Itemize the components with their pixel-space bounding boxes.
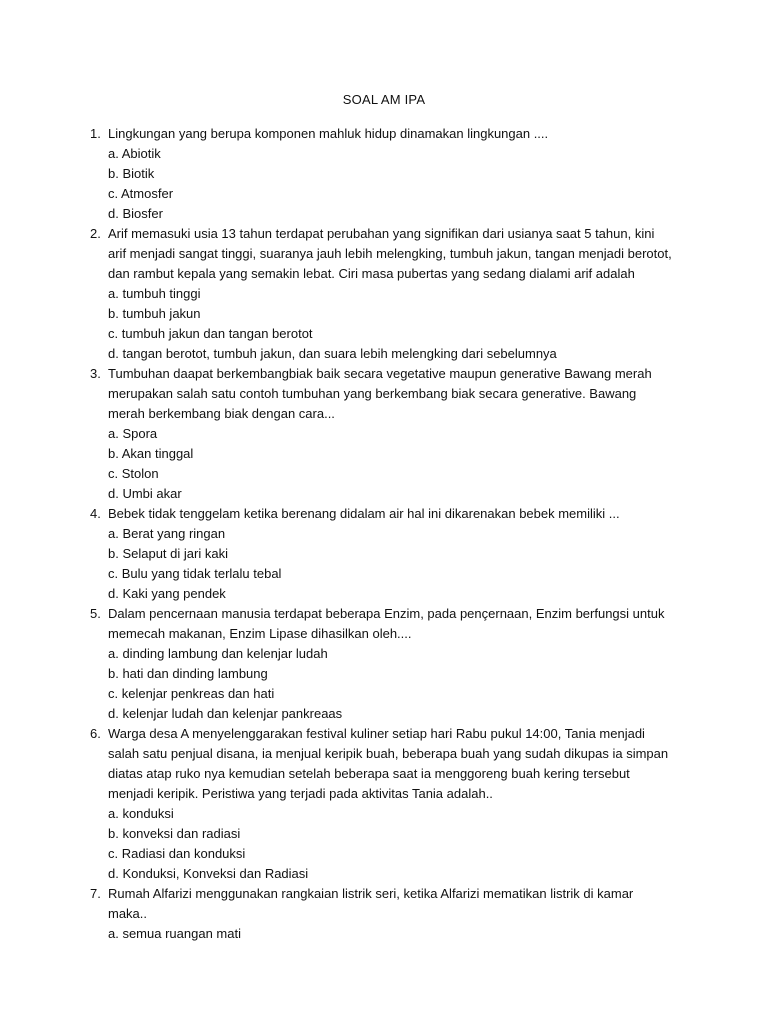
question-text: Bebek tidak tenggelam ketika berenang didalam air hal ini dikarenakan bebek memiliki ... [108,506,620,521]
option-b: b. Akan tinggal [108,446,194,461]
option-b: b. tumbuh jakun [108,306,201,321]
question-text: Arif memasuki usia 13 tahun terdapat perubahan yang signifikan dari usianya saat 5 tahun, kini arif menjadi sangat tinggi, suaranya jauh lebih melengking, tumbuh jakun, tangan menjadi berotot, dan rambut kepala yang semakin lebat. Ciri masa pubertas yang sedang dialami arif adalah [108,226,672,281]
question-2 [0,224,768,364]
option-a: a. Abiotik [108,146,161,161]
option-a: a. Spora [108,426,158,441]
option-c: c. tumbuh jakun dan tangan berotot [108,326,313,341]
option-b: b. Selaput di jari kaki [108,546,228,561]
question-5 [0,604,768,724]
option-c: c. kelenjar penkreas dan hati [108,686,275,701]
question-1 [0,124,768,224]
question-number: 4. [90,506,101,521]
question-3 [0,364,768,504]
option-a: a. Berat yang ringan [108,526,226,541]
question-4 [0,504,768,604]
question-number: 2. [90,226,101,241]
question-number: 3. [90,366,101,381]
option-a: a. konduksi [108,806,174,821]
option-c: c. Bulu yang tidak terlalu tebal [108,566,282,581]
question-number: 1. [90,126,101,141]
option-c: c. Atmosfer [108,186,174,201]
option-d: d. kelenjar ludah dan kelenjar pankreaas [108,706,343,721]
question-text: Lingkungan yang berupa komponen mahluk hidup dinamakan lingkungan .... [108,126,549,141]
question-number: 6. [90,726,101,741]
option-b: b. Biotik [108,166,155,181]
option-c: c. Stolon [108,466,159,481]
question-text: Rumah Alfarizi menggunakan rangkaian listrik seri, ketika Alfarizi mematikan listrik di kamar maka.. [108,886,634,921]
question-number: 7. [90,886,101,901]
question-text: Tumbuhan daapat berkembangbiak baik secara vegetative maupun generative Bawang merah merupakan salah satu contoh tumbuhan yang berkembang biak secara generative. Bawang merah berkembang biak dengan cara... [108,366,652,421]
question-list [0,124,768,944]
question-text: Warga desa A menyelenggarakan festival kuliner setiap hari Rabu pukul 14:00, Tania menjadi salah satu penjual disana, ia menjual keripik buah, beberapa buah yang sudah dikupas ia simpan diatas atap ruko nya kemudian setelah beberapa saat ia menggoreng buah kering tersebut menjadi keripik. Peristiwa yang terjadi pada aktivitas Tania adalah.. [108,726,669,801]
option-d: d. tangan berotot, tumbuh jakun, dan suara lebih melengking dari sebelumnya [108,346,557,361]
option-b: b. konveksi dan radiasi [108,826,241,841]
option-c: c. Radiasi dan konduksi [108,846,246,861]
option-b: b. hati dan dinding lambung [108,666,268,681]
option-a: a. semua ruangan mati [108,926,241,941]
question-number: 5. [90,606,101,621]
option-d: d. Konduksi, Konveksi dan Radiasi [108,866,309,881]
option-d: d. Biosfer [108,206,163,221]
question-6 [0,724,768,884]
question-7 [0,884,768,944]
option-a: a. tumbuh tinggi [108,286,201,301]
question-text: Dalam pencernaan manusia terdapat beberapa Enzim, pada pençernaan, Enzim berfungsi untuk memecah makanan, Enzim Lipase dihasilkan oleh.... [108,606,665,641]
option-d: d. Kaki yang pendek [108,586,226,601]
option-d: d. Umbi akar [108,486,182,501]
document-title: SOAL AM IPA [342,92,426,107]
option-a: a. dinding lambung dan kelenjar ludah [108,646,328,661]
